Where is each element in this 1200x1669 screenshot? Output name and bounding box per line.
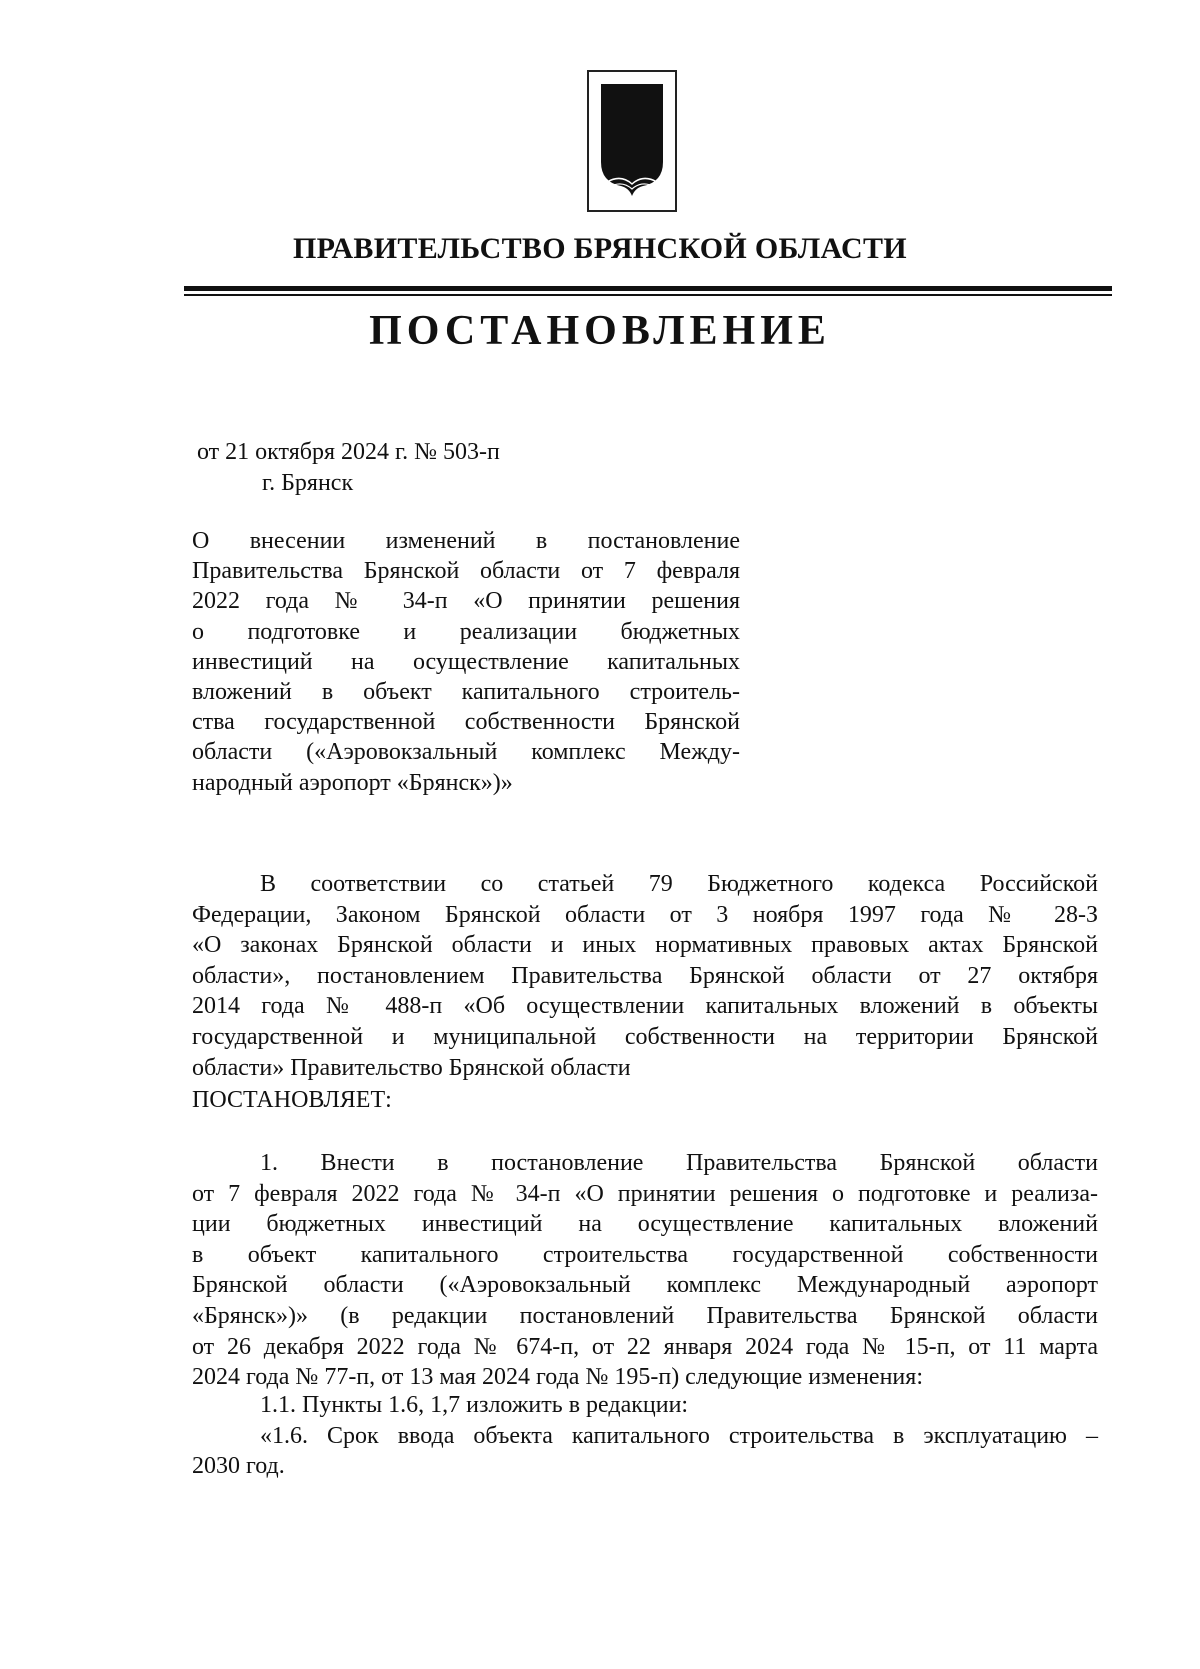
item-1-line: в объект капитального строительства государственной собственности — [192, 1241, 1098, 1268]
item-1-line: «Брянск»)» (в редакции постановлений Правительства Брянской области — [192, 1302, 1098, 1329]
preamble-line: области», постановлением Правительства Брянской области от 27 октября — [192, 962, 1098, 989]
preamble-line: государственной и муниципальной собственности на территории Брянской — [192, 1023, 1098, 1050]
item-1-1-line: 1.1. Пункты 1.6, 1,7 изложить в редакции: — [260, 1392, 689, 1418]
city: г. Брянск — [262, 470, 354, 496]
item-1-line: 2024 года № 77-п, от 13 мая 2024 года № 195-п) следующие изменения: — [192, 1364, 923, 1391]
preamble-line: «О законах Брянской области и иных нормативных правовых актах Брянской — [192, 932, 1098, 959]
subject-line: Правительства Брянской области от 7 февраля — [192, 558, 740, 585]
preamble-line: Федерации, Законом Брянской области от 3 ноября 1997 года № 28-З — [192, 901, 1098, 928]
item-1-line: Брянской области («Аэровокзальный комплекс Международный аэропорт — [192, 1272, 1098, 1299]
subject-line: народный аэропорт «Брянск»)» — [192, 769, 513, 796]
organization-title: ПРАВИТЕЛЬСТВО БРЯНСКОЙ ОБЛАСТИ — [293, 232, 907, 265]
preamble-paragraph — [192, 869, 1098, 1083]
item-1-1-line: «1.6. Срок ввода объекта капитального строительства в эксплуатацию – — [260, 1422, 1098, 1449]
preamble-line: области» Правительство Брянской области — [192, 1054, 631, 1081]
document-type-title: ПОСТАНОВЛЕНИЕ — [369, 308, 831, 354]
item-1-line: от 26 декабря 2022 года № 674-п, от 22 января 2024 года № 15-п, от 11 марта — [192, 1333, 1098, 1360]
decree-word: ПОСТАНОВЛЯЕТ: — [192, 1087, 392, 1113]
subject-line: инвестиций на осуществление капитальных — [192, 648, 740, 675]
item-1-1-line: 2030 год. — [192, 1453, 285, 1480]
item-1-line: от 7 февраля 2022 года № 34-п «О принятии решения о подготовке и реализа- — [192, 1180, 1098, 1207]
coat-of-arms-emblem — [587, 70, 677, 212]
header-rule-thick — [184, 286, 1112, 291]
item-1-line: 1. Внести в постановление Правительства Брянской области — [260, 1150, 1098, 1176]
subject-line: ства государственной собственности Брянской — [192, 709, 740, 736]
subject-line: 2022 года № 34-п «О принятии решения — [192, 588, 740, 615]
subject-line: о подготовке и реализации бюджетных — [192, 618, 740, 645]
item-1-1-paragraph — [192, 1390, 1098, 1482]
preamble-line: 2014 года № 488-п «Об осуществлении капитальных вложений в объекты — [192, 993, 1098, 1020]
subject-line: области («Аэровокзальный комплекс Между- — [192, 739, 740, 766]
item-1-line: ции бюджетных инвестиций на осуществление капитальных вложений — [192, 1211, 1098, 1238]
document-subject — [192, 526, 740, 798]
header-rule-thin — [184, 294, 1112, 296]
subject-line: вложений в объект капитального строитель- — [192, 678, 740, 705]
item-1-paragraph — [192, 1148, 1098, 1393]
subject-line: О внесении изменений в постановление — [192, 528, 740, 554]
preamble-line: В соответствии со статьей 79 Бюджетного кодекса Российской — [260, 871, 1098, 897]
date-and-number: от 21 октября 2024 г. № 503-п — [197, 439, 500, 465]
